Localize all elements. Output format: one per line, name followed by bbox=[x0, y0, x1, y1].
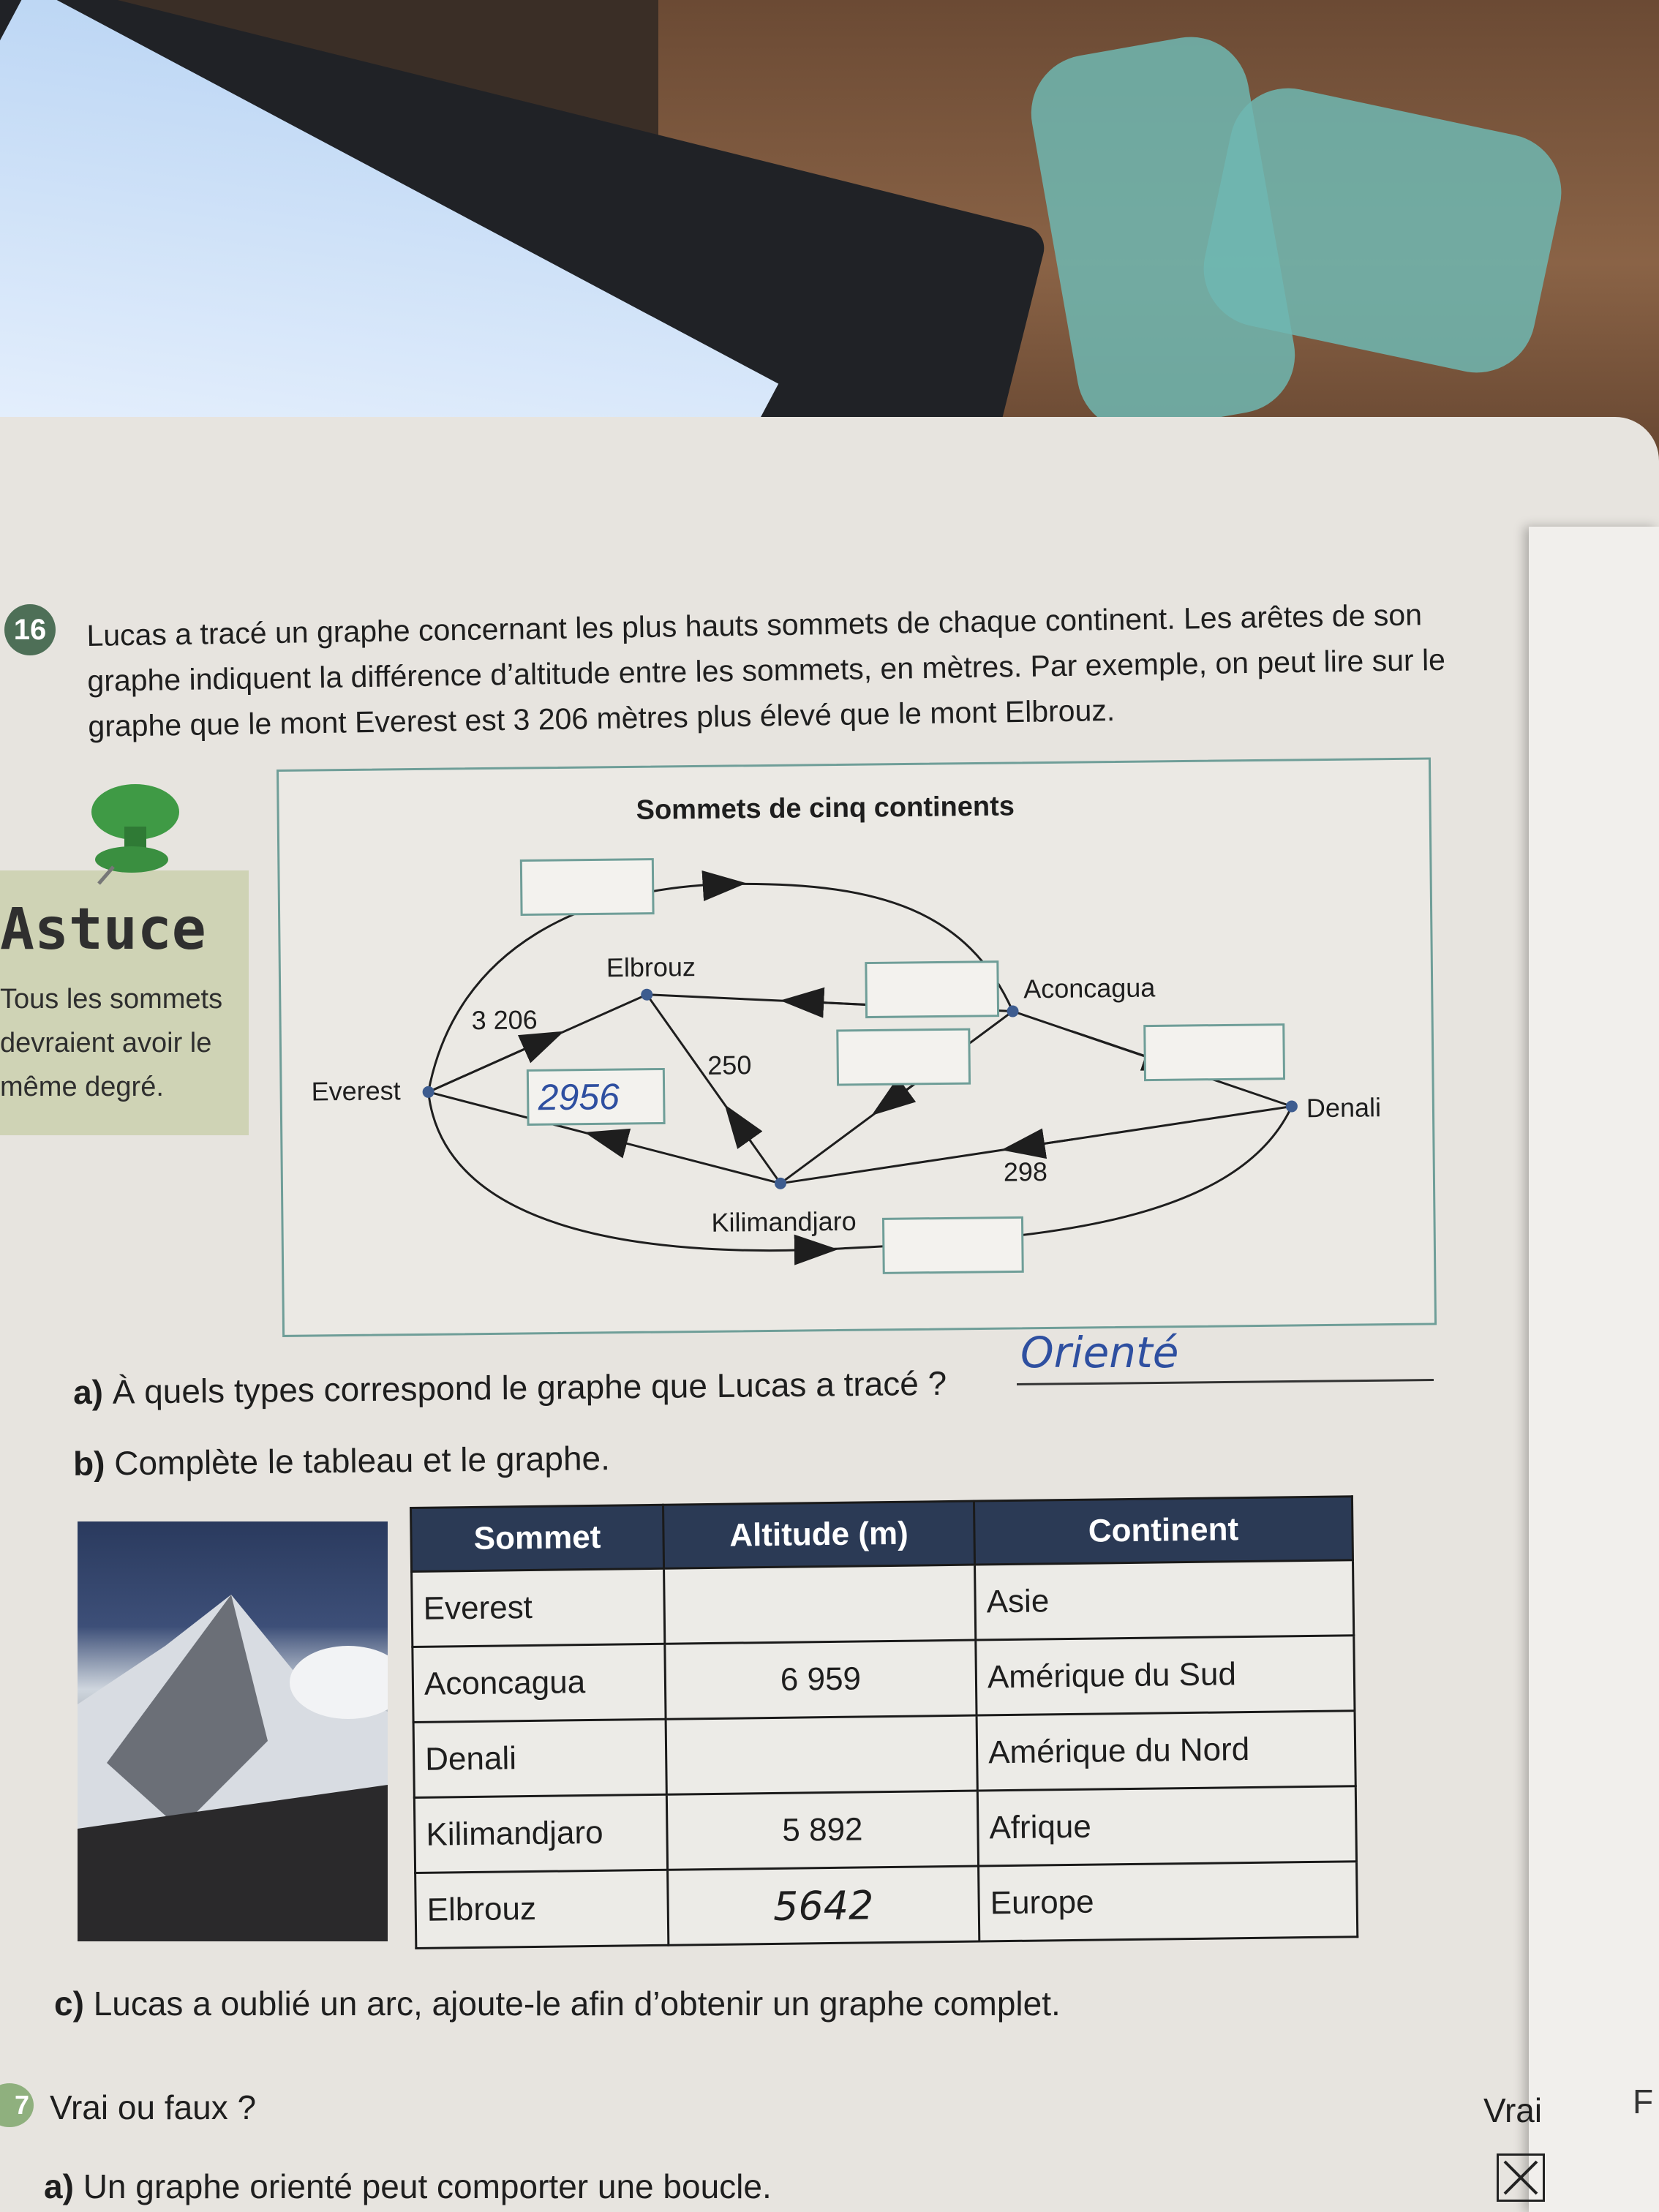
astuce-text: Tous les sommets devraient avoir le même degré. bbox=[0, 984, 223, 1102]
label-aconcagua: Aconcagua bbox=[1023, 972, 1156, 1004]
question-b-text: Complète le tableau et le graphe. bbox=[113, 1439, 611, 1483]
edge-kilimandjaro-elbrouz bbox=[647, 993, 780, 1185]
question-a-letter: a) bbox=[72, 1372, 104, 1412]
table-row bbox=[414, 1786, 1356, 1873]
table-row bbox=[413, 1711, 1355, 1798]
altitude-table bbox=[410, 1495, 1358, 1949]
exercise-16-intro: Lucas a tracé un graphe concernant les plus hauts sommets de chaque continent. Les arêtes de son graphe indiquent la différence d’altitude entre les sommets, en mètres. Par exemple, on peut lire sur le graphe que le mont Everest est 3 206 mètres plus élevé que le mont Elbrouz. bbox=[86, 598, 1446, 743]
table-row bbox=[413, 1636, 1355, 1723]
empty-box-top bbox=[521, 859, 653, 915]
exercise-17-title: Vrai ou faux ? bbox=[50, 2088, 257, 2126]
cell-altitude[interactable] bbox=[666, 1715, 977, 1794]
table-row bbox=[415, 1862, 1358, 1949]
pushpin-icon bbox=[73, 775, 198, 885]
graph-diagram bbox=[279, 760, 1434, 1335]
cell-sommet: Elbrouz bbox=[415, 1870, 669, 1948]
label-denali: Denali bbox=[1306, 1092, 1382, 1124]
question-b bbox=[73, 1438, 610, 1483]
cell-continent: Afrique bbox=[977, 1786, 1356, 1866]
label-everest: Everest bbox=[311, 1075, 401, 1107]
edge-label-3206: 3 206 bbox=[471, 1004, 538, 1036]
table-row bbox=[412, 1560, 1354, 1647]
cell-continent: Amérique du Sud bbox=[976, 1636, 1355, 1715]
graph-title: Sommets de cinq continents bbox=[636, 791, 1015, 826]
empty-box-bottom bbox=[883, 1217, 1023, 1273]
astuce-title: Astuce bbox=[0, 897, 206, 963]
cell-continent: Amérique du Nord bbox=[977, 1711, 1355, 1791]
cell-continent: Asie bbox=[975, 1560, 1354, 1640]
exercise-17-a-letter: a) bbox=[44, 2167, 74, 2205]
exercise-16-number: 16 bbox=[4, 604, 56, 655]
cell-altitude[interactable] bbox=[664, 1565, 976, 1644]
node-denali bbox=[1286, 1100, 1298, 1112]
node-everest bbox=[423, 1086, 434, 1098]
label-kilimandjaro: Kilimandjaro bbox=[711, 1205, 857, 1238]
empty-box-aconcagua-denali bbox=[1145, 1025, 1284, 1080]
empty-box-aconcagua-kilimandjaro bbox=[838, 1029, 970, 1085]
edge-label-250: 250 bbox=[707, 1050, 752, 1080]
check-cross-icon bbox=[1499, 2156, 1543, 2200]
question-c-letter: c) bbox=[54, 1985, 84, 2023]
cell-sommet: Aconcagua bbox=[413, 1644, 666, 1722]
column-faux: F bbox=[1633, 2083, 1654, 2121]
table-header-row bbox=[411, 1497, 1353, 1572]
label-elbrouz: Elbrouz bbox=[606, 952, 696, 983]
cell-sommet: Everest bbox=[412, 1568, 665, 1647]
empty-box-aconcagua-elbrouz bbox=[866, 962, 998, 1017]
cell-altitude-handwritten[interactable]: 5642 bbox=[668, 1866, 979, 1945]
exercise-17-number: 7 bbox=[0, 2083, 34, 2127]
header-altitude: Altitude (m) bbox=[663, 1501, 974, 1568]
cell-sommet: Kilimandjaro bbox=[414, 1794, 667, 1873]
cell-sommet: Denali bbox=[413, 1719, 666, 1797]
header-continent: Continent bbox=[974, 1497, 1353, 1565]
column-vrai: Vrai bbox=[1483, 2091, 1543, 2129]
edge-label-2956-handwritten: 2956 bbox=[538, 1076, 620, 1118]
next-page-edge bbox=[1529, 527, 1659, 2212]
cell-continent: Europe bbox=[979, 1862, 1358, 1941]
mountain-illustration bbox=[78, 1521, 388, 1941]
question-a-text: À quels types correspond le graphe que Lucas a tracé ? bbox=[112, 1363, 947, 1411]
exercise-17-a bbox=[44, 2167, 772, 2206]
edge-label-298: 298 bbox=[1003, 1156, 1048, 1187]
cell-altitude: 5 892 bbox=[666, 1791, 978, 1870]
question-b-letter: b) bbox=[72, 1444, 105, 1483]
question-c-text: Lucas a oublié un arc, ajoute-le afin d’obtenir un graphe complet. bbox=[93, 1985, 1061, 2023]
everest-photo bbox=[78, 1521, 388, 1941]
graph-frame bbox=[276, 757, 1437, 1336]
header-sommet: Sommet bbox=[411, 1505, 664, 1571]
question-c bbox=[54, 1984, 1061, 2023]
question-a-answer: Orienté bbox=[1020, 1328, 1179, 1377]
cell-altitude: 6 959 bbox=[665, 1640, 977, 1719]
exercise-17-a-text: Un graphe orienté peut comporter une boucle. bbox=[83, 2167, 772, 2205]
vrai-checkbox[interactable] bbox=[1497, 2153, 1545, 2202]
